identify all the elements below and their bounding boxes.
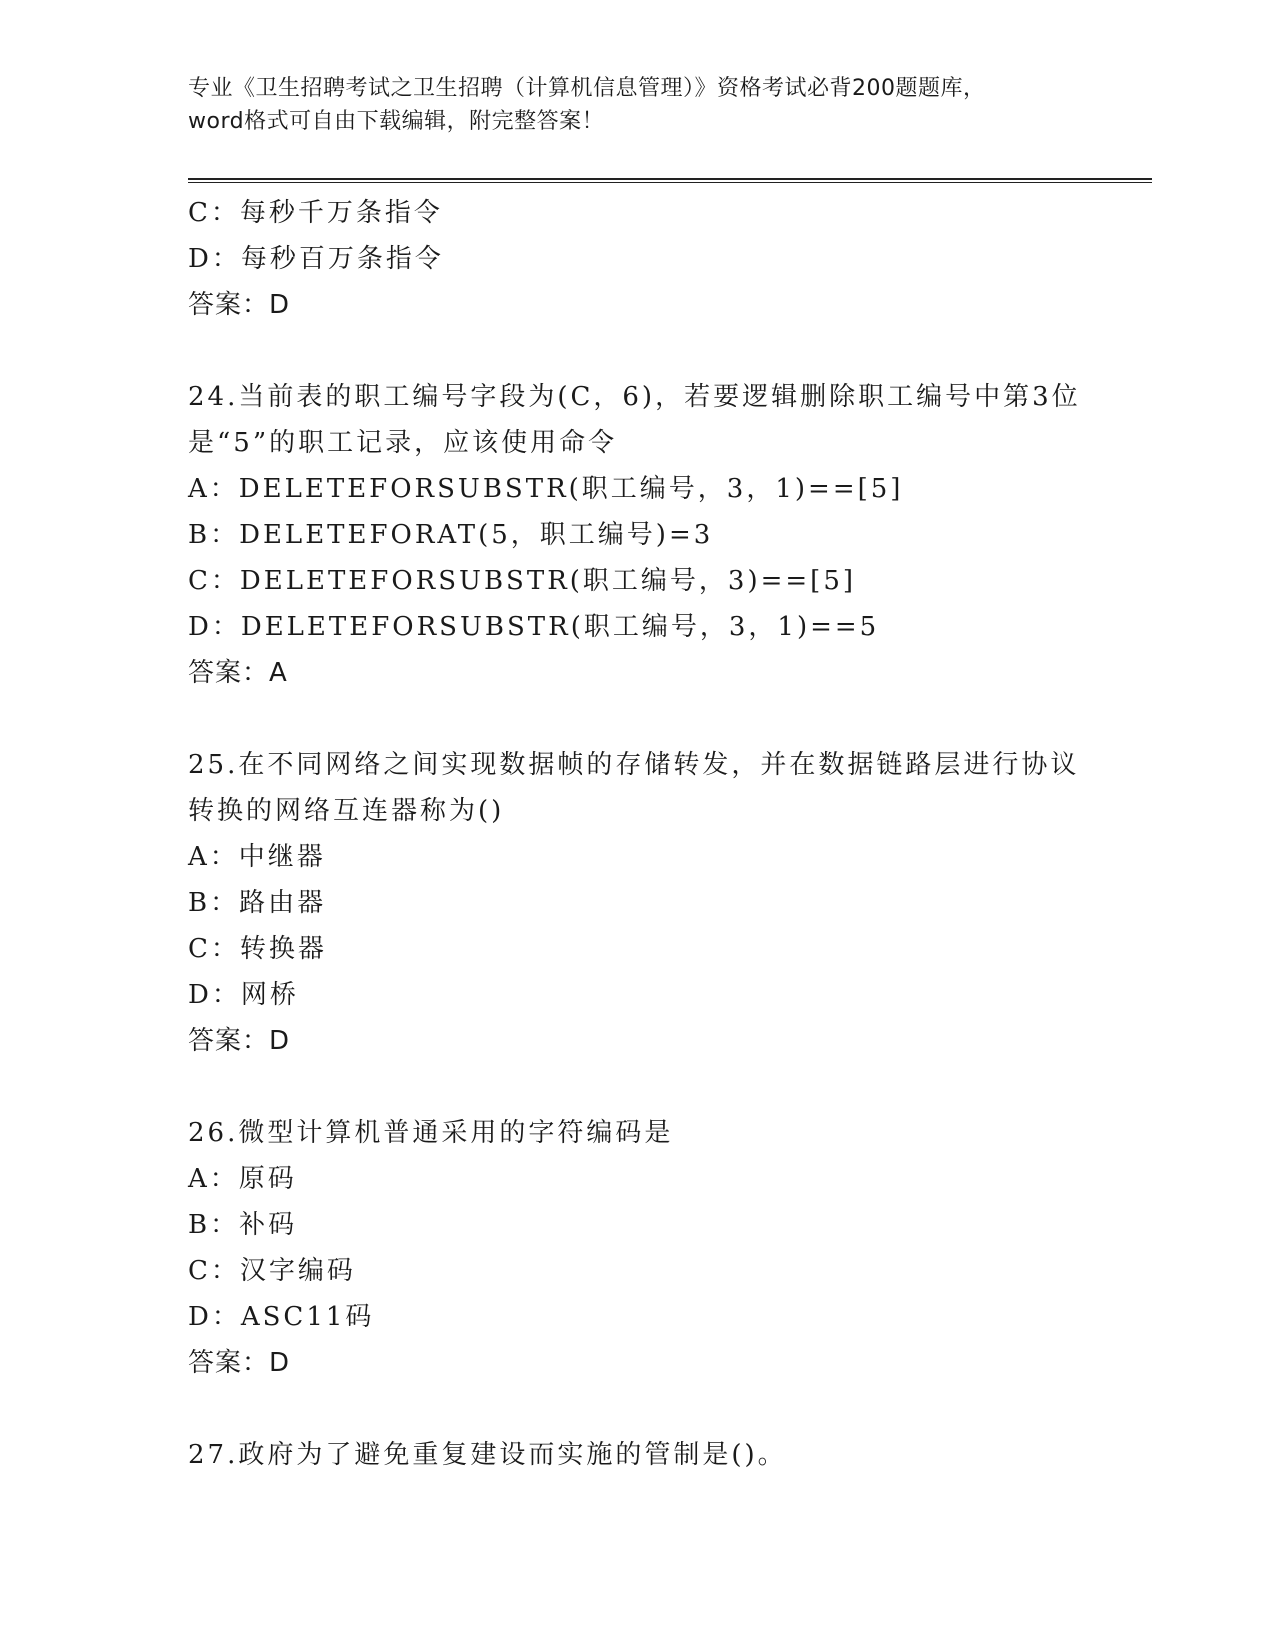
question-list bbox=[188, 190, 1088, 1478]
option-a: A：DELETEFORSUBSTR(职工编号，3，1)==[5] bbox=[188, 474, 904, 504]
spacer bbox=[188, 328, 1088, 374]
option-a: A：原码 bbox=[188, 1164, 297, 1194]
option-d: D：ASC11码 bbox=[188, 1302, 375, 1332]
question-text: 25.在不同网络之间实现数据帧的存储转发，并在数据链路层进行协议 bbox=[188, 750, 1080, 780]
page-header bbox=[188, 72, 1088, 138]
answer-line: 答案：D bbox=[188, 1026, 291, 1056]
header-line-2: word格式可自由下载编辑，附完整答案！ bbox=[188, 109, 605, 134]
option-b: B：DELETEFORAT(5，职工编号)=3 bbox=[188, 520, 714, 550]
question-block bbox=[188, 1432, 1088, 1478]
option-c: C：汉字编码 bbox=[188, 1256, 356, 1286]
header-line-1: 专业《卫生招聘考试之卫生招聘（计算机信息管理）》资格考试必背200题题库， bbox=[188, 76, 986, 101]
question-text: 24.当前表的职工编号字段为(C，6)，若要逻辑删除职工编号中第3位 bbox=[188, 382, 1081, 412]
header-divider bbox=[188, 178, 1152, 183]
option-c: C：转换器 bbox=[188, 934, 327, 964]
option-d: D：网桥 bbox=[188, 980, 299, 1010]
spacer bbox=[188, 1386, 1088, 1432]
spacer bbox=[188, 696, 1088, 742]
option-c: C：DELETEFORSUBSTR(职工编号，3)==[5] bbox=[188, 566, 857, 596]
question-block bbox=[188, 742, 1088, 1064]
question-text: 26.微型计算机普通采用的字符编码是 bbox=[188, 1118, 674, 1148]
question-text: 是“5”的职工记录，应该使用命令 bbox=[188, 428, 618, 458]
option-d: D：每秒百万条指令 bbox=[188, 244, 444, 274]
option-d: D：DELETEFORSUBSTR(职工编号，3，1)==5 bbox=[188, 612, 880, 642]
question-block bbox=[188, 374, 1088, 696]
spacer bbox=[188, 1064, 1088, 1110]
answer-line: 答案：D bbox=[188, 1348, 291, 1378]
answer-line: 答案：D bbox=[188, 290, 291, 320]
answer-line: 答案：A bbox=[188, 658, 288, 688]
question-text: 27.政府为了避免重复建设而实施的管制是()。 bbox=[188, 1440, 787, 1470]
question-text: 转换的网络互连器称为() bbox=[188, 796, 505, 826]
option-a: A：中继器 bbox=[188, 842, 326, 872]
option-c: C：每秒千万条指令 bbox=[188, 198, 443, 228]
option-b: B：补码 bbox=[188, 1210, 298, 1240]
question-block bbox=[188, 1110, 1088, 1386]
question-block bbox=[188, 190, 1088, 328]
option-b: B：路由器 bbox=[188, 888, 327, 918]
